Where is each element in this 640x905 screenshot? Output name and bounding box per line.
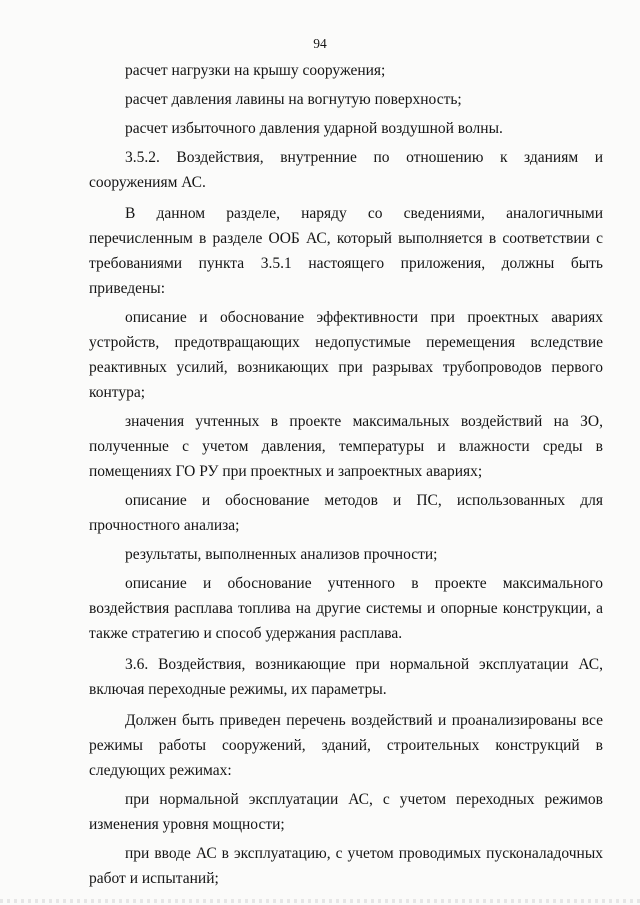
section-heading: 3.6. Воздействия, возникающие при нормальной эксплуатации АС, включая переходные режимы, их параметры. (89, 656, 603, 698)
paragraph: расчет давления лавины на вогнутую поверхность; (125, 91, 462, 108)
paragraph: расчет нагрузки на крышу сооружения; (125, 62, 386, 79)
paragraph: В данном разделе, наряду со сведениями, аналогичными перечисленным в разделе ООБ АС, который выполняется в соответствии с требованиями пункта 3.5.1 настоящего приложения, должны быть приведены: (89, 205, 603, 297)
paragraph: Должен быть приведен перечень воздействий и проанализированы все режимы работы сооружений, зданий, строительных конструкций в следующих режимах: (89, 712, 603, 779)
scan-artifact-line (0, 899, 640, 903)
list-item: описание и обоснование учтенного в проекте максимального воздействия расплава топлива на другие системы и опорные конструкции, а также стратегию и способ удержания расплава. (89, 575, 603, 642)
list-item: описание и обоснование методов и ПС, использованных для прочностного анализа; (89, 492, 603, 534)
body-text (89, 58, 603, 895)
page-number: 94 (313, 36, 327, 51)
section-heading: 3.5.2. Воздействия, внутренние по отношению к зданиям и сооружениям АС. (89, 149, 603, 191)
list-item: значения учтенных в проекте максимальных воздействий на ЗО, полученные с учетом давления, температуры и влажности среды в помещениях ГО РУ при проектных и запроектных авариях; (89, 413, 603, 480)
list-item: при вводе АС в эксплуатацию, с учетом проводимых пусконаладочных работ и испытаний; (89, 845, 603, 887)
paragraph: расчет избыточного давления ударной воздушной волны. (125, 120, 503, 137)
list-item: результаты, выполненных анализов прочности; (125, 546, 438, 563)
list-item: при нормальной эксплуатации АС, с учетом переходных режимов изменения уровня мощности; (89, 791, 603, 833)
list-item: описание и обоснование эффективности при проектных авариях устройств, предотвращающих недопустимые перемещения вследствие реактивных усилий, возникающих при разрывах трубопроводов первого контура; (89, 309, 603, 401)
